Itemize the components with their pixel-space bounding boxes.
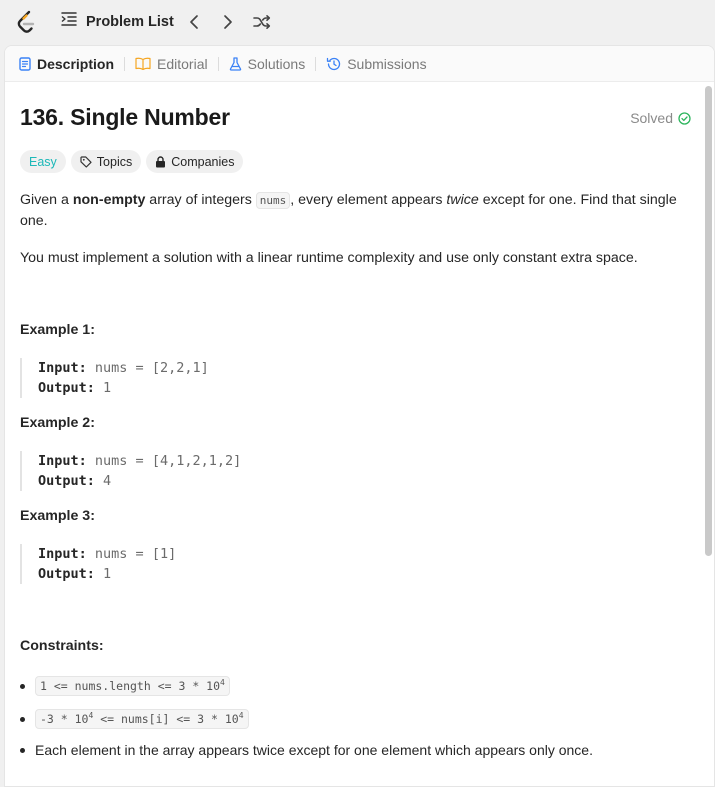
shuffle-icon: [253, 14, 271, 30]
topics-button[interactable]: [71, 150, 141, 173]
previous-problem-button[interactable]: [186, 12, 202, 32]
bullet-icon: [20, 684, 25, 689]
example-1-title: Example 1:: [20, 322, 95, 338]
constraint-item: [20, 742, 593, 758]
scrollbar-thumb[interactable]: [705, 86, 712, 556]
tab-divider: [218, 57, 219, 71]
tab-solutions[interactable]: [227, 46, 308, 82]
problem-tags: [20, 150, 243, 173]
difficulty-badge[interactable]: [20, 150, 66, 173]
description-paragraph-1: Given a non-empty array of integers nums , every element appears twice except for one. Find that single one.: [20, 192, 677, 229]
check-circle-icon: [678, 112, 691, 125]
tab-solutions-label: Solutions: [247, 55, 306, 72]
difficulty-label: Easy: [29, 154, 57, 169]
tab-submissions[interactable]: [324, 46, 428, 82]
description-panel: [4, 45, 715, 787]
constraint-code: $-3 * 10^4$ <= nums[i] <= $3 * 10^4$: [35, 709, 249, 729]
lock-icon: [155, 156, 166, 168]
description-paragraph-2: You must implement a solution with a linear runtime complexity and use only constant extra space.: [20, 250, 638, 266]
tab-submissions-label: Submissions: [347, 55, 427, 72]
tab-description[interactable]: [17, 46, 116, 82]
chevron-right-icon: [223, 14, 233, 30]
random-problem-button[interactable]: [252, 12, 272, 32]
book-icon: [135, 57, 151, 70]
example-2-block: Input: nums = [4,1,2,1,2] Output: 4: [20, 451, 241, 491]
chevron-left-icon: [189, 14, 199, 30]
example-1-block: Input: nums = [2,2,1] Output: 1: [20, 358, 209, 398]
topics-label: Topics: [96, 154, 133, 169]
constraint-text: Each element in the array appears twice except for one element which appears only once.: [35, 742, 593, 758]
problem-list-label: Problem List: [86, 13, 174, 30]
tag-icon: [80, 156, 92, 168]
panel-tabs: [5, 46, 715, 82]
tab-editorial[interactable]: [133, 46, 210, 82]
companies-label: Companies: [171, 154, 235, 169]
tab-divider: [315, 57, 316, 71]
constraint-code: 1 <= nums.length <= $3 * 10^4$: [35, 676, 230, 696]
example-2-title: Example 2:: [20, 415, 95, 431]
tab-divider: [124, 57, 125, 71]
constraint-item: [20, 709, 249, 729]
description-icon: [19, 57, 31, 71]
constraint-item: [20, 676, 230, 696]
problem-list-button[interactable]: [61, 12, 174, 31]
scrollbar[interactable]: [703, 82, 714, 787]
example-3-block: Input: nums = [1] Output: 1: [20, 544, 176, 584]
nums-code: nums: [256, 192, 291, 209]
list-icon: [61, 12, 77, 31]
solved-status: [630, 110, 691, 126]
companies-button[interactable]: [146, 150, 243, 173]
problem-title[interactable]: 136. Single Number: [20, 104, 230, 130]
history-icon: [326, 57, 341, 71]
next-problem-button[interactable]: [220, 12, 236, 32]
bullet-icon: [20, 748, 25, 753]
problem-content: [5, 82, 705, 787]
flask-icon: [229, 57, 242, 71]
bullet-icon: [20, 717, 25, 722]
constraints-title: Constraints:: [20, 638, 104, 654]
example-3-title: Example 3:: [20, 508, 95, 524]
tab-editorial-label: Editorial: [157, 55, 208, 72]
tab-description-label: Description: [37, 55, 115, 72]
solved-label: Solved: [630, 110, 673, 126]
leetcode-logo-icon[interactable]: [15, 10, 37, 34]
top-nav: [0, 0, 715, 44]
